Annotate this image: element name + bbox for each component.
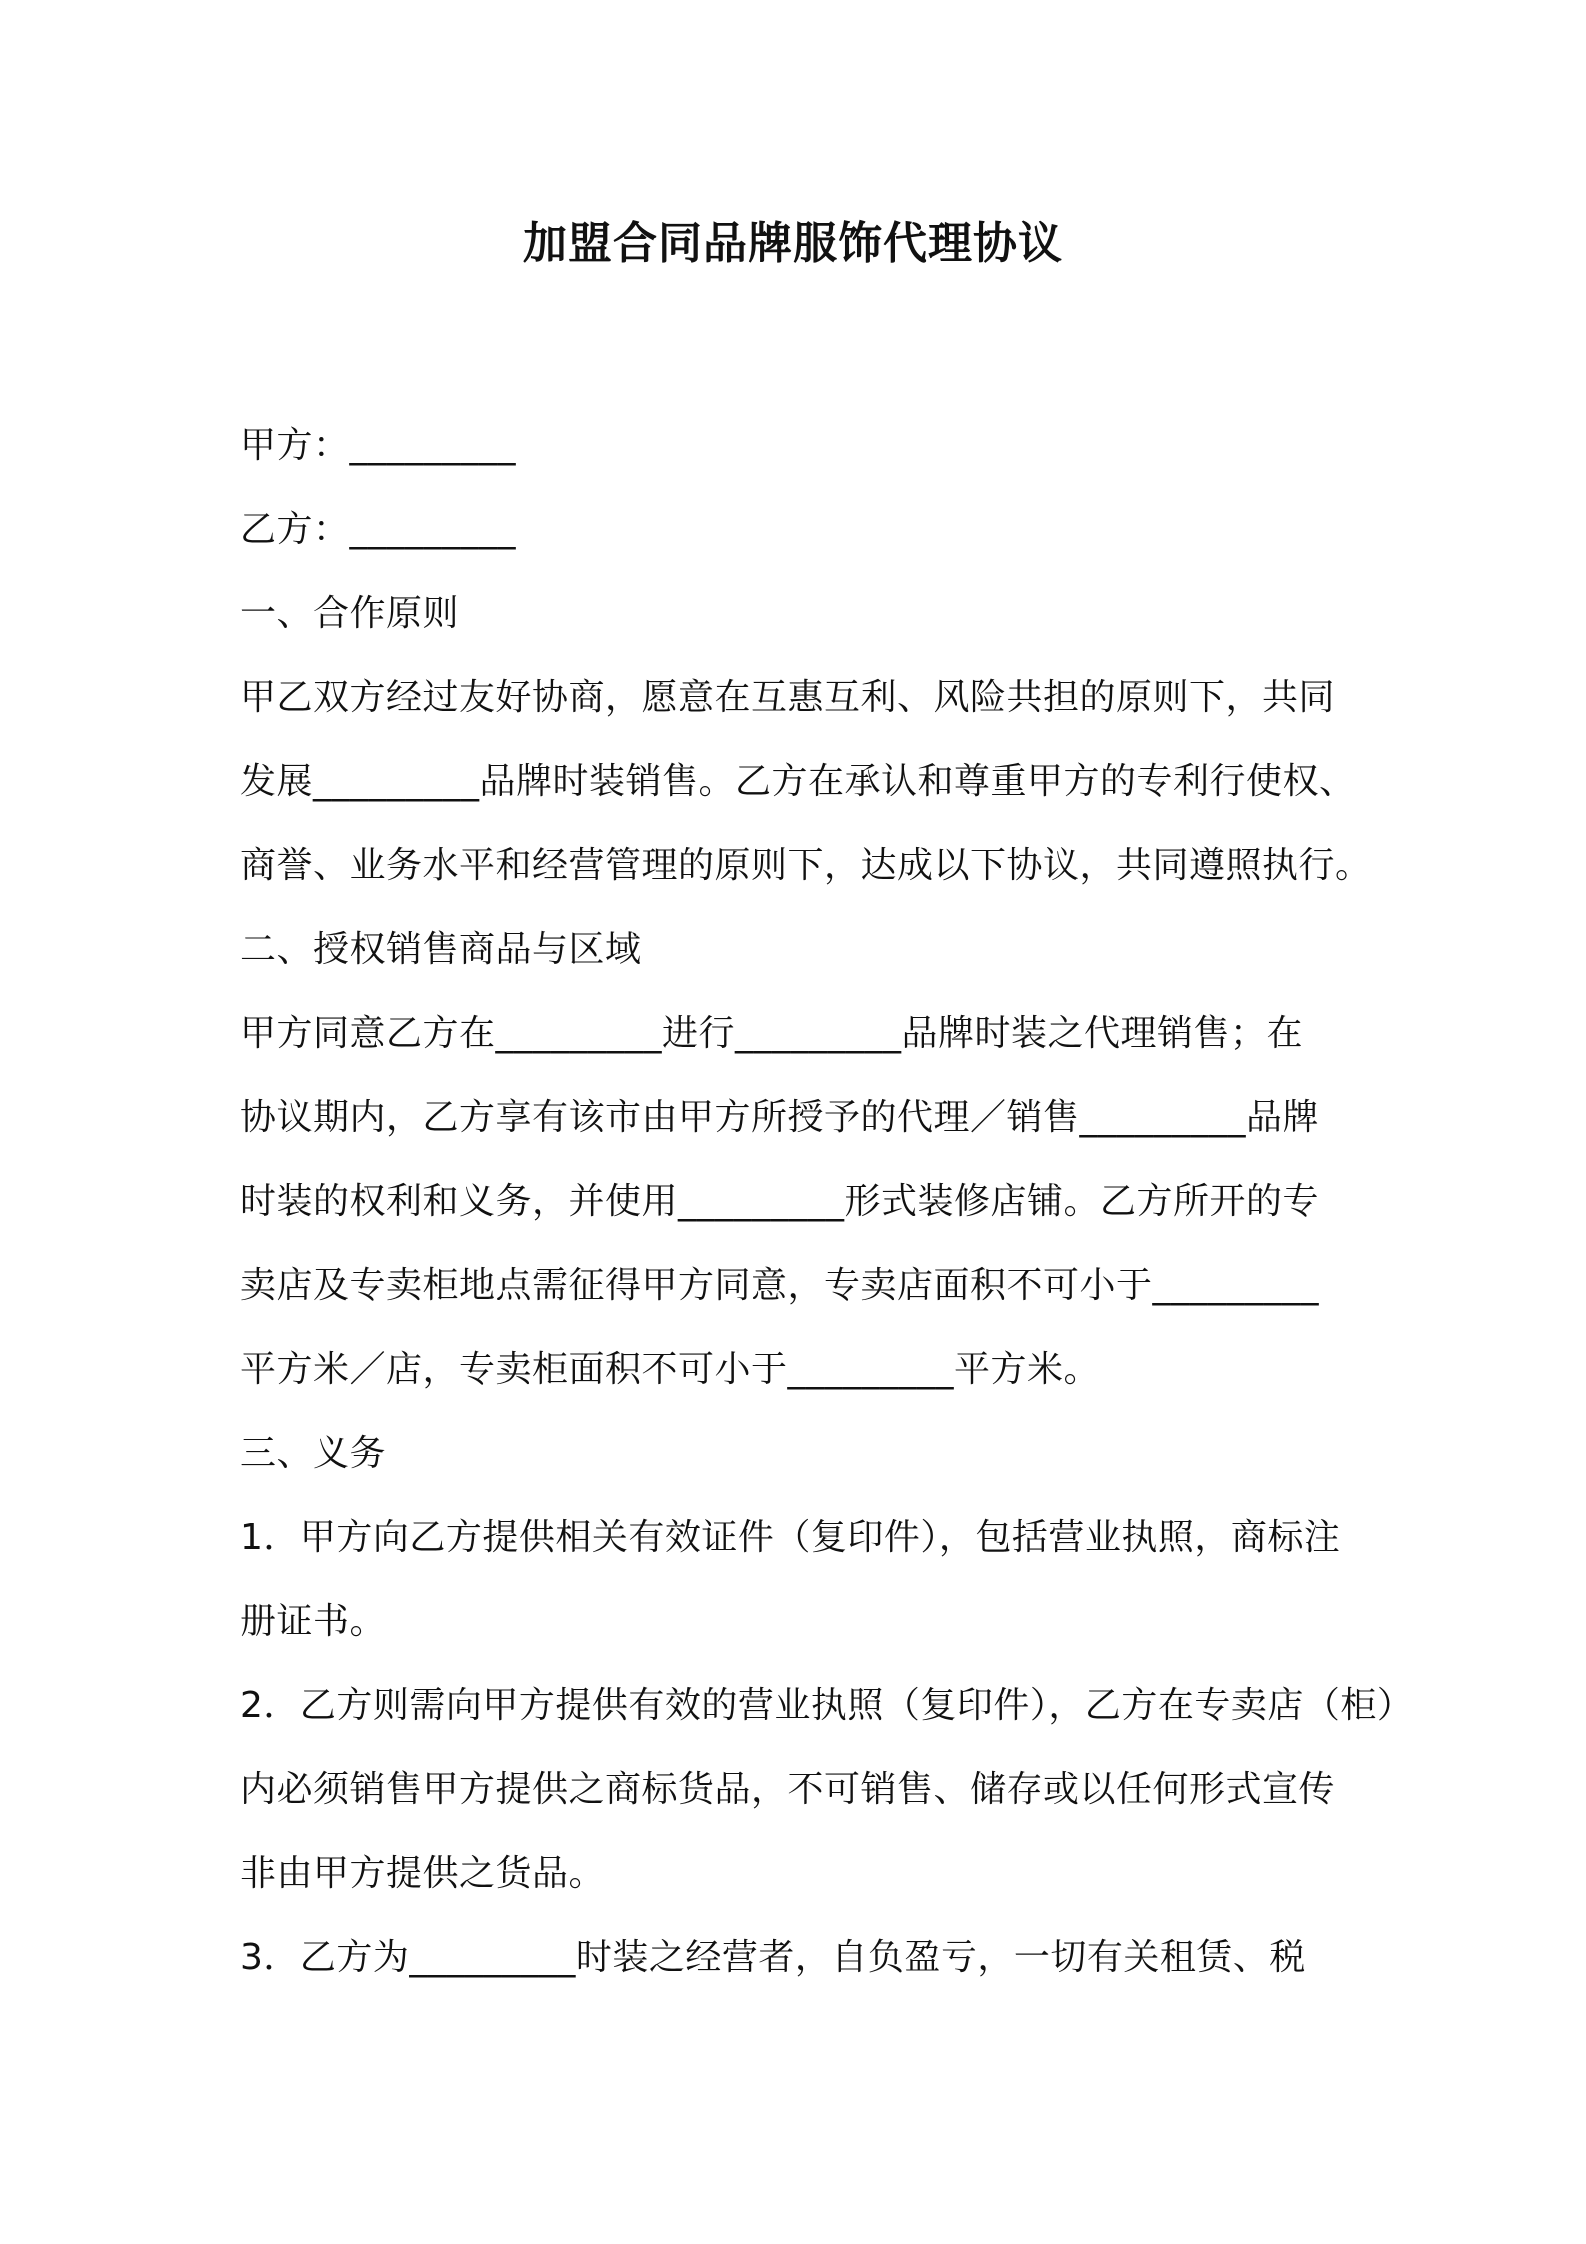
document-title: 加盟合同品牌服饰代理协议: [523, 218, 1063, 269]
party-a-line: 甲方：_________: [240, 425, 517, 466]
paragraph-line: 协议期内，乙方享有该市由甲方所授予的代理／销售_________品牌: [240, 1097, 1320, 1138]
paragraph-line: 甲方同意乙方在_________进行_________品牌时装之代理销售；在: [240, 1013, 1304, 1054]
section-heading-obligations: 三、义务: [240, 1433, 387, 1474]
paragraph-line: 发展_________品牌时装销售。乙方在承认和尊重甲方的专利行使权、: [240, 761, 1356, 802]
paragraph-line: 平方米／店，专卖柜面积不可小于_________平方米。: [240, 1349, 1101, 1390]
document-body: [240, 404, 1414, 2000]
obligation-item-line: 非由甲方提供之货品。: [240, 1853, 606, 1894]
obligation-item-line: 内必须销售甲方提供之商标货品，不可销售、储存或以任何形式宣传: [240, 1769, 1336, 1810]
section-heading-cooperation: 一、合作原则: [240, 593, 460, 634]
obligation-item-line: 1．甲方向乙方提供相关有效证件（复印件），包括营业执照，商标注: [240, 1517, 1341, 1558]
paragraph-line: 商誉、业务水平和经营管理的原则下，达成以下协议，共同遵照执行。: [240, 845, 1372, 886]
section-heading-authorization: 二、授权销售商品与区域: [240, 929, 642, 970]
paragraph-line: 甲乙双方经过友好协商，愿意在互惠互利、风险共担的原则下，共同: [240, 677, 1336, 718]
paragraph-line: 时装的权利和义务，并使用_________形式装修店铺。乙方所开的专: [240, 1181, 1320, 1222]
party-b-line: 乙方：_________: [240, 509, 517, 550]
paragraph-line: 卖店及专卖柜地点需征得甲方同意，专卖店面积不可小于_________: [240, 1265, 1320, 1306]
obligation-item-line: 3．乙方为_________时装之经营者，自负盈亏，一切有关租赁、税: [240, 1937, 1306, 1978]
obligation-item-line: 册证书。: [240, 1601, 387, 1642]
obligation-item-line: 2．乙方则需向甲方提供有效的营业执照（复印件），乙方在专卖店（柜）: [240, 1685, 1414, 1726]
